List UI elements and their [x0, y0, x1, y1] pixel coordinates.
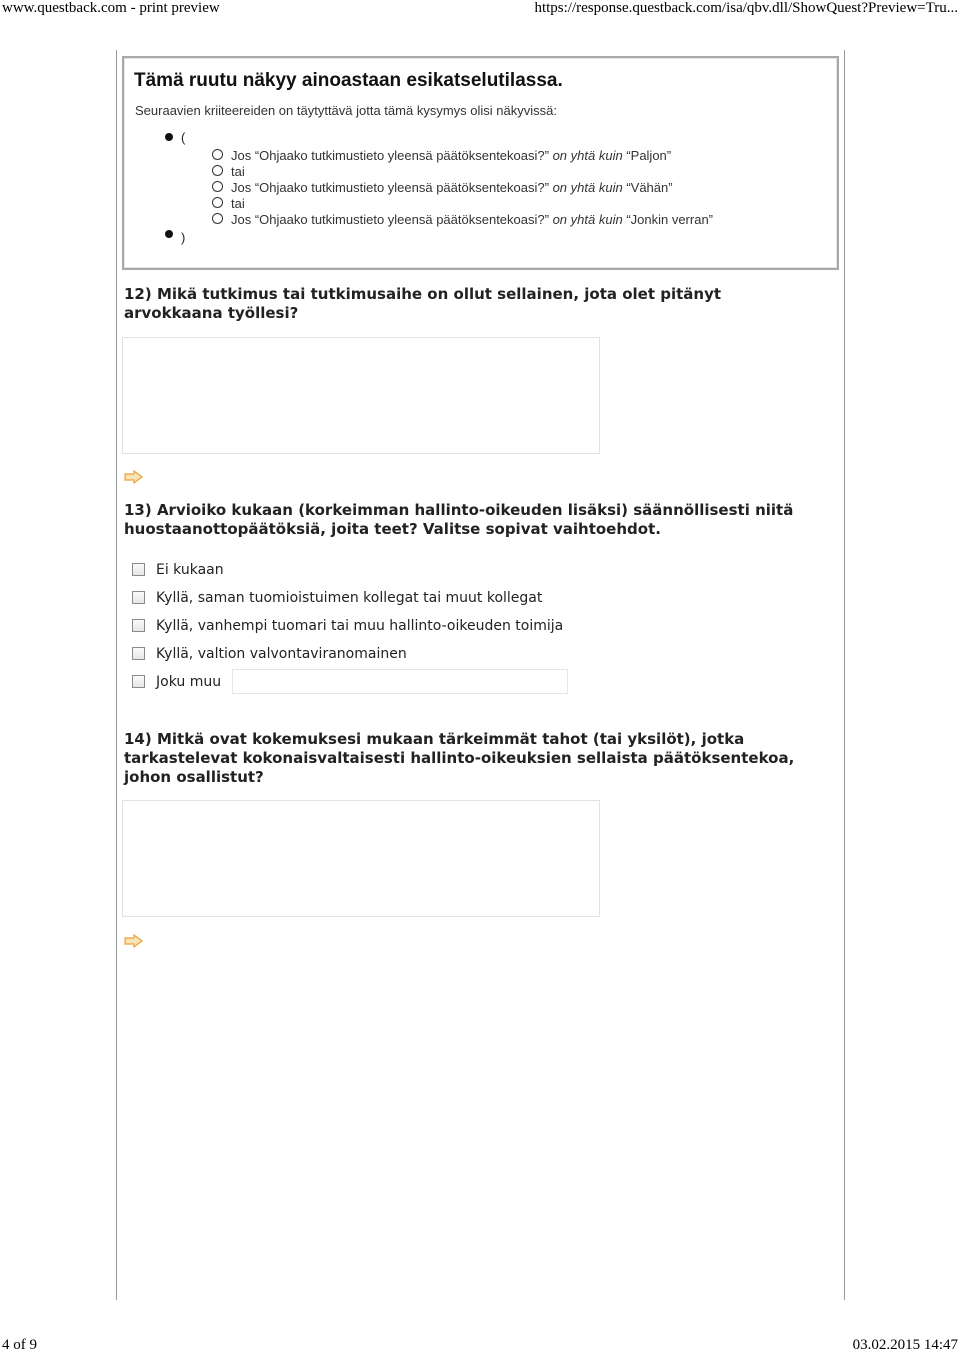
radio-circle-icon [212, 149, 223, 160]
condition-2-question: Jos “Ohjaako tutkimustieto yleensä päätöksentekoasi?” [231, 180, 549, 195]
question-12-title: 12) Mikä tutkimus tai tutkimusaihe on ollut sellainen, jota olet pitänyt arvokkaana työllesi? [124, 285, 722, 322]
checkbox-icon[interactable] [132, 591, 145, 604]
radio-circle-icon [212, 197, 223, 208]
condition-connector-2: tai [231, 196, 245, 211]
arrow-right-icon[interactable] [124, 470, 144, 484]
condition-3-value: “Jonkin verran” [626, 212, 714, 227]
checkbox-icon[interactable] [132, 619, 145, 632]
print-header [0, 0, 960, 20]
print-header-title: www.questback.com - print preview [2, 0, 220, 16]
print-header-url: https://response.questback.com/isa/qbv.dll/ShowQuest?Preview=Tru... [534, 0, 958, 16]
checkbox-icon[interactable] [132, 647, 145, 660]
radio-circle-icon [212, 181, 223, 192]
open-paren: ( [181, 130, 186, 145]
condition-3-operator: on yhtä kuin [552, 212, 623, 227]
condition-2-operator: on yhtä kuin [552, 180, 623, 195]
preview-notice-subtitle: Seuraavien kriiteereiden on täytyttävä jotta tämä kysymys olisi näkyvissä: [135, 103, 557, 118]
condition-2-value: “Vähän” [626, 180, 673, 195]
condition-1-operator: on yhtä kuin [552, 148, 623, 163]
q13-option-label: Kyllä, vanhempi tuomari tai muu hallinto-oikeuden toimija [156, 618, 564, 634]
print-timestamp: 03.02.2015 14:47 [852, 1337, 958, 1353]
condition-connector-1: tai [231, 164, 245, 179]
page-number: 4 of 9 [2, 1337, 37, 1353]
question-12-answer-textarea[interactable] [122, 337, 600, 454]
q13-option-label: Joku muu [156, 674, 222, 690]
condition-3 [231, 212, 713, 227]
condition-1-question: Jos “Ohjaako tutkimustieto yleensä päätöksentekoasi?” [231, 148, 549, 163]
question-14-answer-textarea[interactable] [122, 800, 600, 917]
question-14-title: 14) Mitkä ovat kokemuksesi mukaan tärkeimmät tahot (tai yksilöt), jotka tarkastelevat kokonaisvaltaisesti hallinto-oikeuksien sellaista päätöksentekoa, johon osallistut? [124, 730, 795, 786]
bullet-icon [165, 133, 173, 141]
q13-other-text-input[interactable] [232, 669, 568, 694]
checkbox-icon[interactable] [132, 675, 145, 688]
question-13-title: 13) Arvioiko kukaan (korkeimman hallinto-oikeuden lisäksi) säännöllisesti niitä huostaanottopäätöksiä, joita teet? Valitse sopivat vaihtoehdot. [124, 501, 794, 538]
arrow-right-icon[interactable] [124, 934, 144, 948]
bullet-icon [165, 230, 173, 238]
radio-circle-icon [212, 165, 223, 176]
q13-option-label: Kyllä, valtion valvontaviranomainen [156, 646, 407, 662]
preview-notice-title: Tämä ruutu näkyy ainoastaan esikatselutilassa. [134, 70, 563, 91]
condition-2 [231, 180, 673, 195]
condition-1 [231, 148, 671, 163]
print-footer [0, 1337, 960, 1354]
q13-option-label: Ei kukaan [156, 562, 224, 578]
checkbox-icon[interactable] [132, 563, 145, 576]
radio-circle-icon [212, 213, 223, 224]
q13-option-label: Kyllä, saman tuomioistuimen kollegat tai muut kollegat [156, 590, 543, 606]
condition-1-value: “Paljon” [626, 148, 672, 163]
condition-3-question: Jos “Ohjaako tutkimustieto yleensä päätöksentekoasi?” [231, 212, 549, 227]
close-paren: ) [181, 230, 186, 245]
